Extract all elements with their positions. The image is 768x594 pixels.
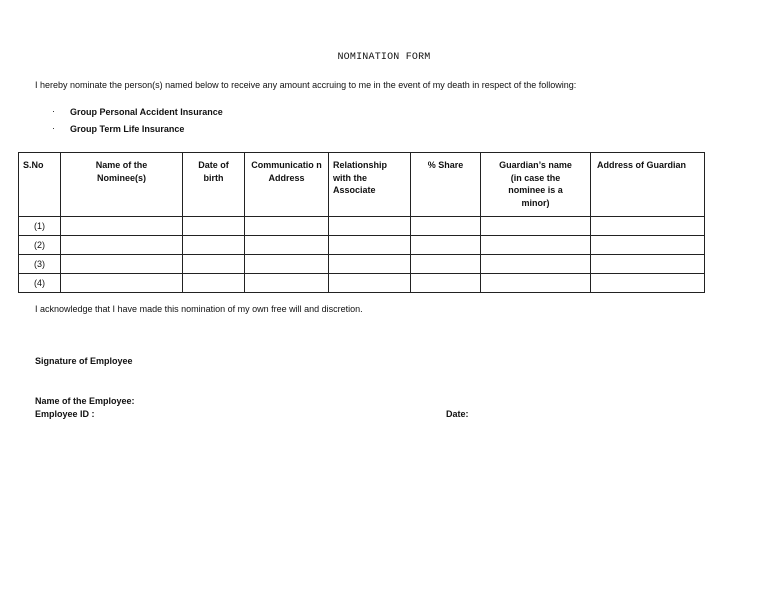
guardian-address-cell[interactable] (591, 255, 705, 274)
row-number: (2) (19, 236, 61, 255)
guardian-name-cell[interactable] (481, 217, 591, 236)
share-cell[interactable] (411, 274, 481, 293)
address-cell[interactable] (245, 255, 329, 274)
header-sno: S.No (19, 153, 61, 217)
guardian-name-cell[interactable] (481, 236, 591, 255)
share-cell[interactable] (411, 255, 481, 274)
table-header-row (19, 153, 705, 217)
bullet-marker: · (52, 106, 55, 116)
relationship-cell[interactable] (329, 274, 411, 293)
guardian-address-cell[interactable] (591, 217, 705, 236)
date-of-birth-cell[interactable] (183, 236, 245, 255)
table-row (19, 255, 705, 274)
address-cell[interactable] (245, 217, 329, 236)
bullet-marker: · (52, 123, 55, 133)
employee-name-label: Name of the Employee: (35, 396, 135, 406)
header-communication-address: Communicatio n Address (245, 153, 329, 217)
coverage-item-personal-accident: Group Personal Accident Insurance (70, 107, 223, 117)
table-row (19, 236, 705, 255)
address-cell[interactable] (245, 274, 329, 293)
row-number: (1) (19, 217, 61, 236)
nominee-name-cell[interactable] (61, 274, 183, 293)
row-number: (4) (19, 274, 61, 293)
table-row (19, 217, 705, 236)
employee-id-label: Employee ID : (35, 409, 95, 419)
date-of-birth-cell[interactable] (183, 217, 245, 236)
header-guardian-address: Address of Guardian (591, 153, 705, 217)
date-label: Date: (446, 409, 469, 419)
row-number: (3) (19, 255, 61, 274)
relationship-cell[interactable] (329, 255, 411, 274)
share-cell[interactable] (411, 236, 481, 255)
header-relationship: Relationship with the Associate (329, 153, 411, 217)
nominee-name-cell[interactable] (61, 255, 183, 274)
form-title: NOMINATION FORM (337, 52, 431, 63)
nominee-name-cell[interactable] (61, 236, 183, 255)
acknowledgement-text: I acknowledge that I have made this nomination of my own free will and discretion. (35, 304, 363, 314)
coverage-item-term-life: Group Term Life Insurance (70, 124, 185, 134)
date-of-birth-cell[interactable] (183, 274, 245, 293)
nominee-name-cell[interactable] (61, 217, 183, 236)
guardian-address-cell[interactable] (591, 274, 705, 293)
guardian-name-cell[interactable] (481, 255, 591, 274)
relationship-cell[interactable] (329, 217, 411, 236)
relationship-cell[interactable] (329, 236, 411, 255)
header-share: % Share (411, 153, 481, 217)
table-row (19, 274, 705, 293)
guardian-name-cell[interactable] (481, 274, 591, 293)
address-cell[interactable] (245, 236, 329, 255)
signature-label: Signature of Employee (35, 356, 133, 366)
share-cell[interactable] (411, 217, 481, 236)
header-guardian-name: Guardian’s name (in case the nominee is a minor) (481, 153, 591, 217)
header-nominee-name: Name of the Nominee(s) (61, 153, 183, 217)
header-date-of-birth: Date of birth (183, 153, 245, 217)
guardian-address-cell[interactable] (591, 236, 705, 255)
intro-text: I hereby nominate the person(s) named below to receive any amount accruing to me in the event of my death in respect of the following: (35, 80, 577, 90)
date-of-birth-cell[interactable] (183, 255, 245, 274)
nominee-table (18, 152, 705, 293)
